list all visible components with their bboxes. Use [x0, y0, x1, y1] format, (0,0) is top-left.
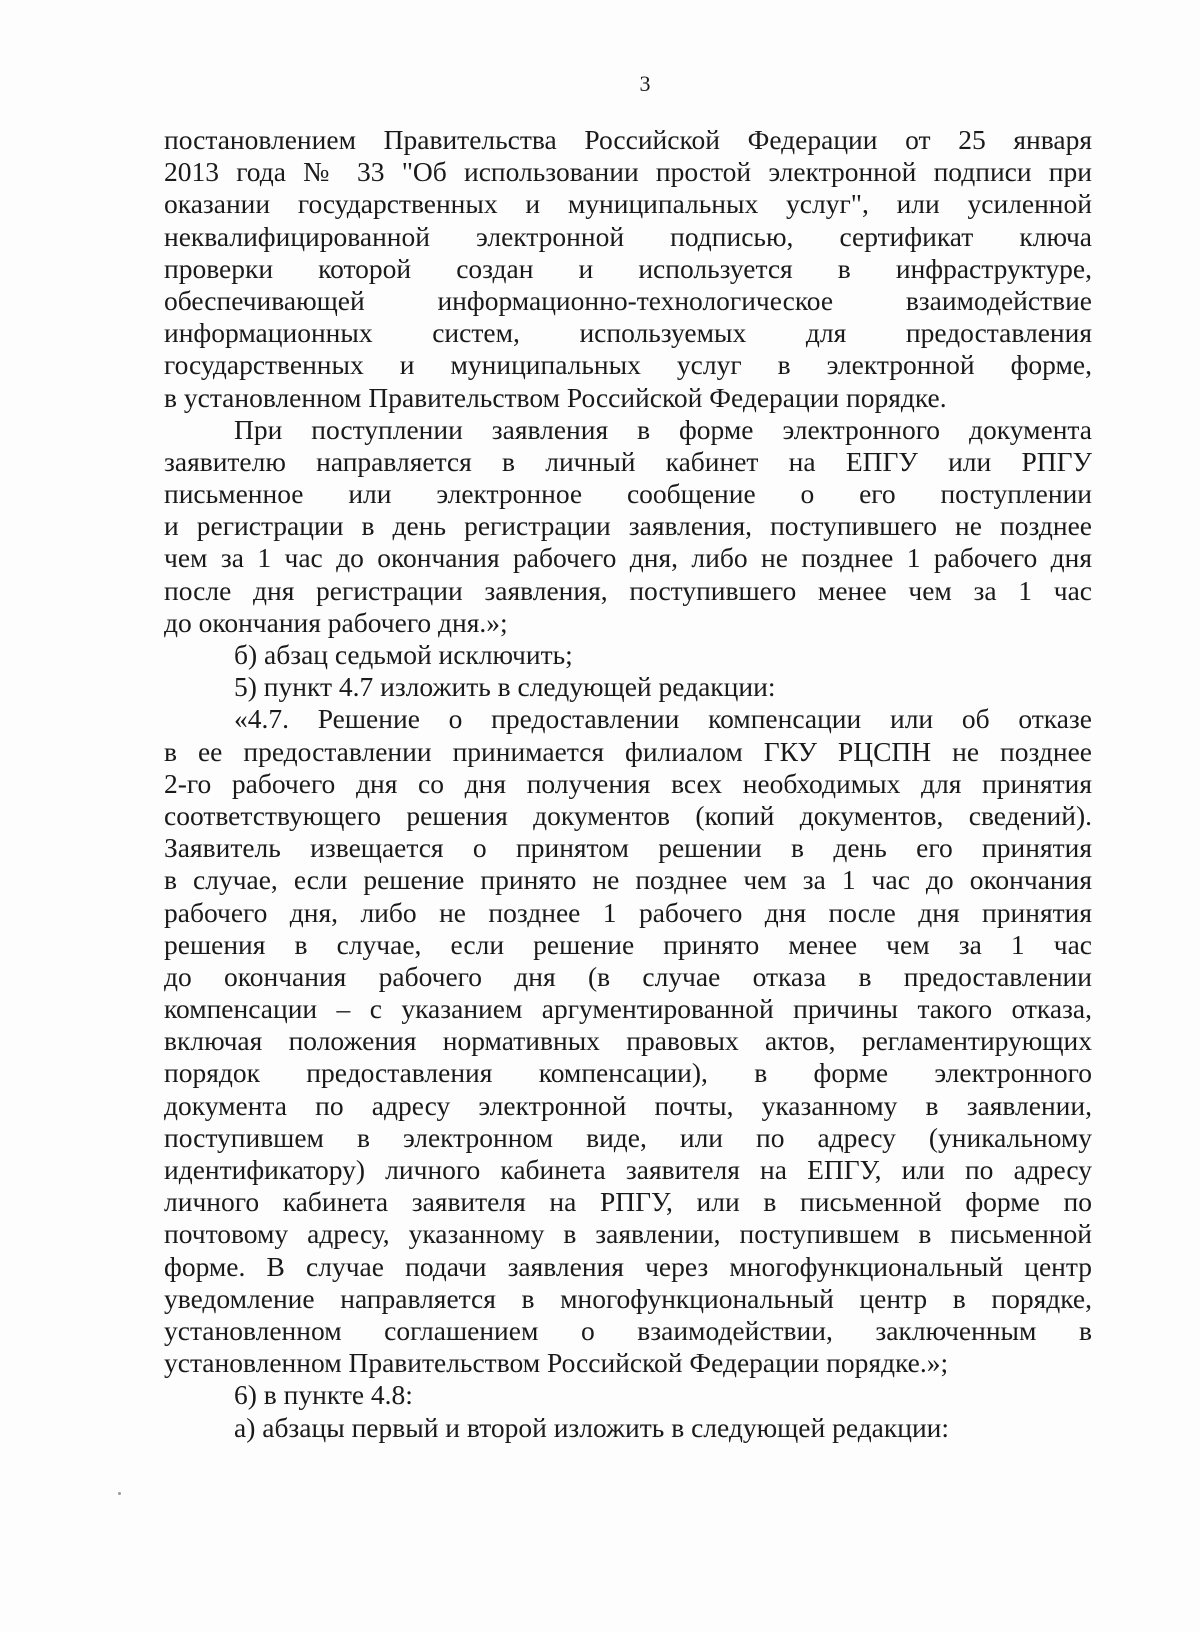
text-line: решения в случае, если решение принято менее чем за 1 час [164, 928, 1092, 960]
text-line: При поступлении заявления в форме электронного документа [234, 413, 1092, 445]
text-line: установленном соглашением о взаимодействии, заключенным в [164, 1314, 1092, 1346]
text-line: 5) пункт 4.7 изложить в следующей редакции: [234, 671, 776, 703]
text-line: уведомление направляется в многофункциональный центр в порядке, [164, 1282, 1092, 1314]
text-line: Заявитель извещается о принятом решении в день его принятия [164, 832, 1092, 864]
text-line: проверки которой создан и используется в инфраструктуре, [164, 252, 1092, 284]
text-line: б) абзац седьмой исключить; [234, 639, 573, 670]
text-line: и регистрации в день регистрации заявления, поступившего не позднее [164, 510, 1092, 542]
text-line: форме. В случае подачи заявления через многофункциональный центр [164, 1250, 1092, 1282]
document-body [164, 124, 1092, 1444]
text-line: оказании государственных и муниципальных услуг", или усиленной [164, 188, 1092, 220]
text-line: до окончания рабочего дня (в случае отказа в предоставлении [164, 960, 1092, 992]
text-line: чем за 1 час до окончания рабочего дня, либо не позднее 1 рабочего дня [164, 542, 1092, 574]
scan-speck [118, 1492, 121, 1495]
text-line: порядок предоставления компенсации), в форме электронного [164, 1057, 1092, 1089]
text-line: в установленном Правительством Российской Федерации порядке. [164, 381, 947, 413]
text-line: до окончания рабочего дня.»; [164, 606, 508, 638]
text-line: постановлением Правительства Российской Федерации от 25 января [164, 124, 1092, 155]
text-line: государственных и муниципальных услуг в электронной форме, [164, 349, 1092, 381]
text-line: в случае, если решение принято не позднее чем за 1 час до окончания [164, 864, 1092, 896]
text-line: неквалифицированной электронной подписью, сертификат ключа [164, 220, 1092, 252]
text-line: 2-го рабочего дня со дня получения всех необходимых для принятия [164, 767, 1092, 799]
text-line: компенсации – с указанием аргументированной причины такого отказа, [164, 993, 1092, 1025]
text-line: установленном Правительством Российской Федерации порядке.»; [164, 1347, 949, 1379]
text-line: документа по адресу электронной почты, указанному в заявлении, [164, 1089, 1092, 1121]
text-line: 2013 года № 33 "Об использовании простой электронной подписи при [164, 156, 1092, 188]
text-line: обеспечивающей информационно-технологическое взаимодействие [164, 284, 1092, 316]
text-line: включая положения нормативных правовых актов, регламентирующих [164, 1025, 1092, 1057]
text-line: рабочего дня, либо не позднее 1 рабочего дня после дня принятия [164, 896, 1092, 928]
text-line: после дня регистрации заявления, поступившего менее чем за 1 час [164, 574, 1092, 606]
text-line: идентификатору) личного кабинета заявителя на ЕПГУ, или по адресу [164, 1154, 1092, 1185]
text-line: 6) в пункте 4.8: [234, 1379, 413, 1411]
text-line: а) абзацы первый и второй изложить в следующей редакции: [234, 1411, 950, 1443]
text-line: личного кабинета заявителя на РПГУ, или в письменной форме по [164, 1186, 1092, 1218]
text-line: в ее предоставлении принимается филиалом ГКУ РЦСПН не позднее [164, 735, 1092, 767]
text-line: письменное или электронное сообщение о его поступлении [164, 478, 1092, 510]
text-line: «4.7. Решение о предоставлении компенсации или об отказе [234, 703, 1092, 735]
text-line: информационных систем, используемых для предоставления [164, 317, 1092, 349]
text-line: почтовому адресу, указанному в заявлении, поступившем в письменной [164, 1218, 1092, 1250]
page-number: 3 [639, 71, 651, 96]
text-line: соответствующего решения документов (копий документов, сведений). [164, 799, 1092, 831]
text-line: заявителю направляется в личный кабинет на ЕПГУ или РПГУ [164, 445, 1092, 477]
text-line: поступившем в электронном виде, или по адресу (уникальному [164, 1121, 1092, 1153]
